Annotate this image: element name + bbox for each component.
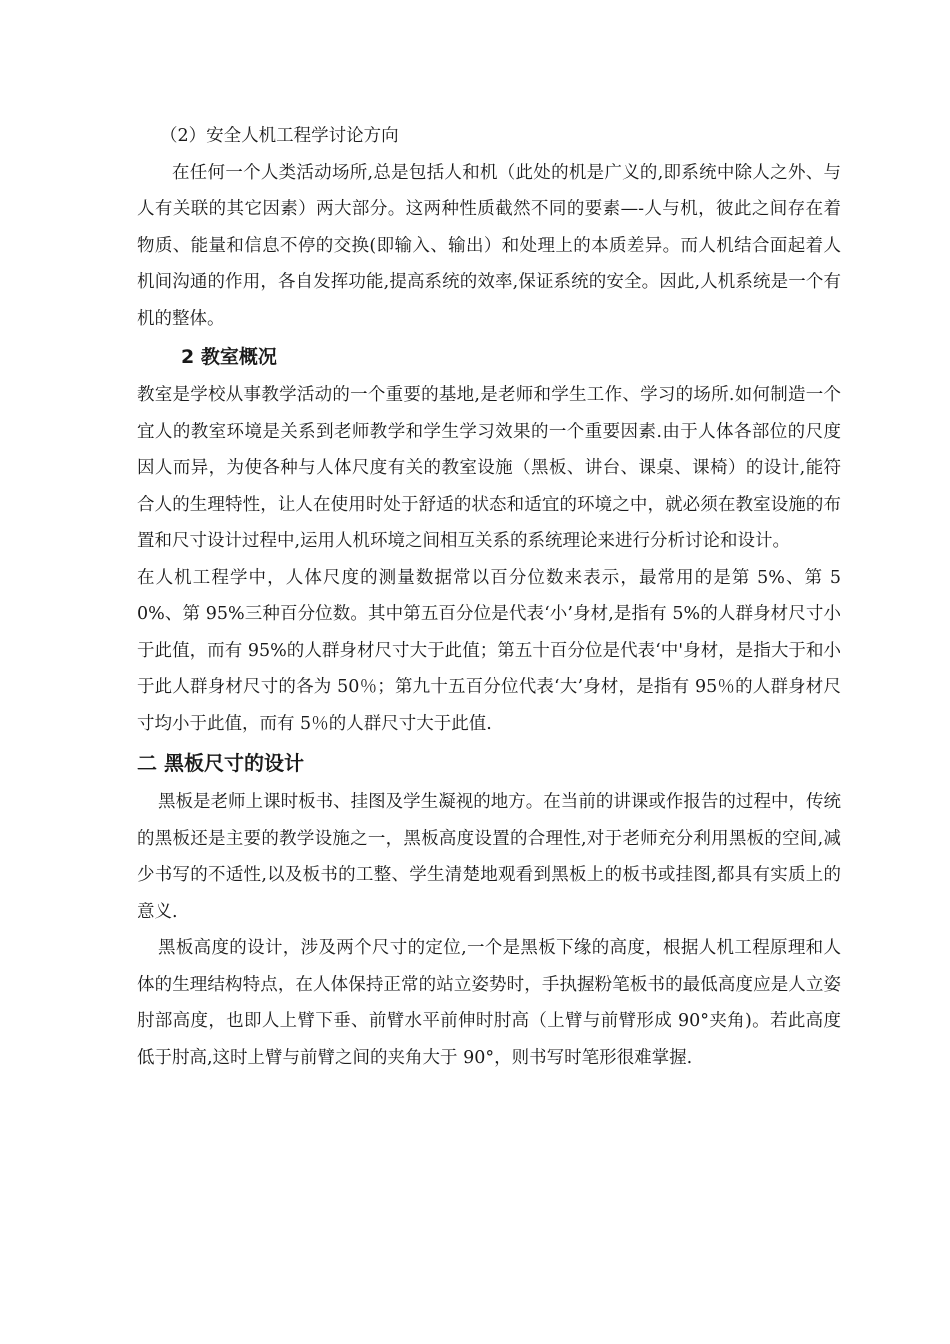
paragraph-percentiles: 在人机工程学中，人体尺度的测量数据常以百分位数来表示，最常用的是第 5%、第 50%、第 95%三种百分位数。其中第五百分位是代表‘小’身材,是指有 5%的人群身材尺寸小于此值，而有 95%的人群身材尺寸大于此值；第五十百分位是代表‘中'身材，是指大于和小于此人群身材尺寸的各为 50％；第九十五百分位代表‘大’身材，是指有 95％的人群身材尺寸均小于此值，而有 5％的人群尺寸大于此值. [137, 567, 841, 734]
heading-blackboard-design: 二 黑板尺寸的设计 [137, 751, 304, 775]
paragraph-blackboard-height: 黑板高度的设计，涉及两个尺寸的定位,一个是黑板下缘的高度，根据人机工程原理和人体的生理结构特点，在人体保持正常的站立姿势时，手执握粉笔板书的最低高度应是人立姿肘部高度，也即人上臂下垂、前臂水平前伸时肘高（上臂与前臂形成 90°夹角)。若此高度低于肘高,这时上臂与前臂之间的夹角大于 90°，则书写时笔形很难掌握. [137, 938, 841, 1068]
paragraph-human-machine-system: 在任何一个人类活动场所,总是包括人和机（此处的机是广义的,即系统中除人之外、与人有关联的其它因素）两大部分。这两种性质截然不同的要素—-人与机，彼此之间存在着物质、能量和信息不停的交换(即输入、输出）和处理上的本质差异。而人机结合面起着人机间沟通的作用，各自发挥功能,提高系统的效率,保证系统的安全。因此,人机系统是一个有机的整体。 [137, 162, 841, 329]
document-page [137, 118, 841, 1076]
subheading-safety-ergonomics-direction: （2）安全人机工程学讨论方向 [160, 126, 399, 146]
paragraph-classroom-environment: 教室是学校从事教学活动的一个重要的基地,是老师和学生工作、学习的场所.如何制造一个宜人的教室环境是关系到老师教学和学生学习效果的一个重要因素.由于人体各部位的尺度因人而异，为使各种与人体尺度有关的教室设施（黑板、讲台、课桌、课椅）的设计,能符合人的生理特性，让人在使用时处于舒适的状态和适宜的环境之中，就必须在教室设施的布置和尺寸设计过程中,运用人机环境之间相互关系的系统理论来进行分析讨论和设计。 [137, 385, 841, 551]
paragraph-blackboard-intro: 黑板是老师上课时板书、挂图及学生凝视的地方。在当前的讲课或作报告的过程中，传统的黑板还是主要的教学设施之一，黑板高度设置的合理性,对于老师充分利用黑板的空间,减少书写的不适性,以及板书的工整、学生清楚地观看到黑板上的板书或挂图,都具有实质上的意义. [137, 792, 841, 922]
heading-classroom-overview: 2 教室概况 [181, 346, 277, 368]
